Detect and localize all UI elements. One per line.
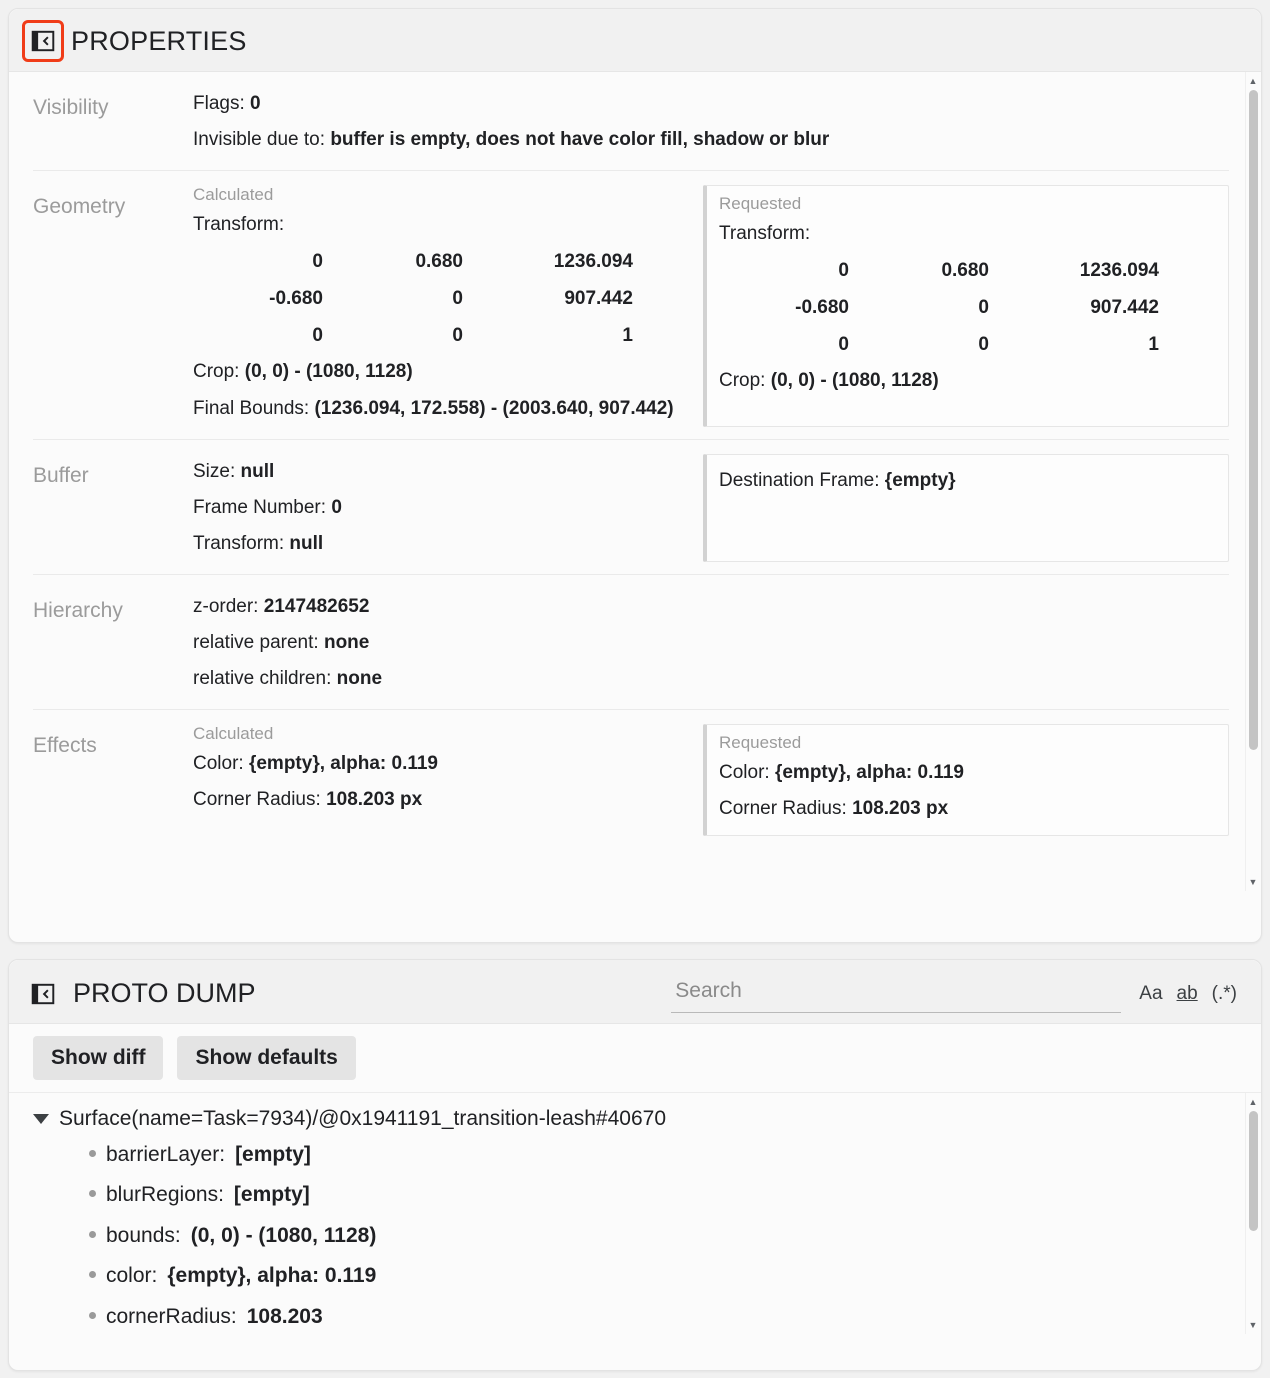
hierarchy-zorder-value: 2147482652 — [263, 595, 370, 617]
tree-item-key: bounds: — [106, 1223, 181, 1247]
tree-root-label: Surface(name=Task=7934)/@0x1941191_transition-leash#40670 — [59, 1107, 667, 1130]
matrix-cell: 0 — [312, 325, 323, 347]
hierarchy-relative-parent-key: relative parent: — [193, 631, 324, 653]
geometry-calculated-transform-label: Transform: — [193, 214, 285, 236]
matrix-cell: 1236.094 — [1079, 260, 1159, 282]
effects-requested-color-key: Color: — [719, 762, 775, 784]
scroll-down-icon[interactable]: ▼ — [1248, 1320, 1258, 1330]
geometry-calculated-label: Calculated — [193, 185, 274, 205]
matrix-cell: -0.680 — [269, 288, 323, 310]
scrollbar-thumb[interactable] — [1249, 1111, 1258, 1231]
tree-item-key: color: — [106, 1264, 158, 1288]
matrix-cell: 0 — [838, 334, 849, 356]
hierarchy-zorder-key: z-order: — [193, 595, 264, 617]
tree-root-node[interactable] — [33, 1103, 1245, 1135]
matrix-cell: 0 — [452, 288, 463, 310]
tree-item-value: [empty] — [235, 1143, 311, 1166]
visibility-reason-key: Invisible due to: — [193, 129, 331, 151]
effects-calculated-corner-radius — [193, 782, 683, 818]
bullet-icon — [89, 1150, 96, 1157]
proto-dump-toolbar — [9, 1023, 1261, 1092]
collapse-panel-icon[interactable] — [25, 976, 61, 1012]
scrollbar-thumb[interactable] — [1249, 90, 1258, 750]
property-label-hierarchy: Hierarchy — [33, 598, 123, 622]
buffer-size-key: Size: — [193, 460, 241, 482]
regex-option[interactable]: (.*) — [1211, 982, 1237, 1004]
buffer-frame-number — [193, 490, 683, 526]
matrix-cell: 0 — [978, 297, 989, 319]
page-title: PROPERTIES — [71, 25, 247, 56]
effects-requested-corner-radius — [719, 791, 1216, 827]
buffer-size — [193, 454, 683, 490]
property-row-buffer — [33, 440, 1229, 575]
matrix-cell: 0 — [452, 325, 463, 347]
effects-requested-color — [719, 755, 1216, 791]
proto-dump-header — [9, 960, 1261, 1023]
buffer-frame-number-value: 0 — [331, 496, 342, 518]
hierarchy-relative-children-key: relative children: — [193, 668, 337, 690]
tree-item-value: 108.203 — [246, 1304, 323, 1328]
geometry-requested-label: Requested — [719, 194, 802, 214]
bullet-icon — [89, 1312, 96, 1319]
geometry-final-bounds-value: (1236.094, 172.558) - (2003.640, 907.442) — [314, 397, 674, 419]
tree-item-value: [empty] — [233, 1183, 310, 1207]
scroll-up-icon[interactable]: ▲ — [1248, 1097, 1258, 1107]
visibility-flags-value: 0 — [250, 93, 261, 114]
visibility-flags — [193, 86, 1229, 122]
property-row-hierarchy — [33, 575, 1229, 710]
buffer-destination-frame-key: Destination Frame: — [719, 469, 885, 491]
effects-requested-box — [703, 724, 1229, 836]
geometry-crop-value: (0, 0) - (1080, 1128) — [244, 361, 413, 383]
list-item[interactable] — [33, 1256, 1245, 1296]
properties-panel — [8, 8, 1262, 943]
geometry-requested-box — [703, 185, 1229, 426]
geometry-calculated-matrix — [193, 243, 683, 354]
search-field-wrapper[interactable] — [671, 974, 1121, 1013]
property-row-effects — [33, 710, 1229, 848]
search-options — [1139, 983, 1237, 1005]
tree-item-value: (0, 0) - (1080, 1128) — [190, 1223, 377, 1247]
buffer-destination-frame — [719, 463, 1216, 499]
scroll-up-icon[interactable]: ▲ — [1248, 76, 1258, 86]
show-defaults-button[interactable]: Show defaults — [177, 1036, 355, 1080]
effects-corner-radius-value: 108.203 px — [326, 789, 423, 811]
property-label-buffer: Buffer — [33, 463, 89, 487]
properties-scroll-area — [9, 72, 1245, 891]
geometry-requested-crop — [719, 363, 1216, 399]
properties-scrollbar[interactable] — [1245, 72, 1259, 891]
effects-calculated-label: Calculated — [193, 724, 274, 744]
property-label-effects: Effects — [33, 734, 97, 758]
match-case-option[interactable]: Aa — [1139, 982, 1163, 1004]
geometry-final-bounds-key: Final Bounds: — [193, 397, 315, 419]
geometry-requested-crop-key: Crop: — [719, 370, 771, 392]
buffer-transform-key: Transform: — [193, 532, 290, 554]
tree-item-value: {empty}, alpha: 0.119 — [167, 1264, 377, 1288]
hierarchy-relative-parent — [193, 625, 1229, 661]
buffer-frame-number-key: Frame Number: — [193, 496, 332, 518]
geometry-requested-matrix — [719, 252, 1216, 363]
effects-requested-color-value: {empty}, alpha: 0.119 — [774, 762, 965, 784]
properties-content — [9, 71, 1261, 891]
matrix-cell: 0.680 — [941, 260, 989, 282]
buffer-transform — [193, 526, 683, 562]
matrix-cell: 0 — [978, 334, 989, 356]
list-item[interactable] — [33, 1297, 1245, 1334]
matrix-cell: 0 — [312, 251, 323, 273]
matrix-cell: 907.442 — [1090, 297, 1159, 319]
bullet-icon — [89, 1190, 96, 1197]
list-item[interactable] — [33, 1135, 1245, 1175]
geometry-crop-key: Crop: — [193, 361, 245, 383]
hierarchy-relative-children-value: none — [336, 668, 383, 690]
property-row-visibility — [33, 72, 1229, 171]
list-item[interactable] — [33, 1175, 1245, 1215]
visibility-flags-key: Flags: — [193, 93, 251, 114]
bullet-icon — [89, 1231, 96, 1238]
proto-search-area — [671, 974, 1245, 1013]
search-input[interactable] — [673, 978, 1119, 1004]
property-row-geometry — [33, 171, 1229, 439]
collapse-panel-icon[interactable] — [25, 23, 61, 59]
matrix-cell: -0.680 — [795, 297, 849, 319]
proto-tree-scroll-area — [9, 1093, 1245, 1334]
tree-item-key: blurRegions: — [106, 1183, 224, 1207]
buffer-destination-box — [703, 454, 1229, 562]
geometry-requested-transform-label: Transform: — [719, 223, 811, 245]
matrix-cell: 1236.094 — [553, 251, 633, 273]
tree-item-key: cornerRadius: — [106, 1304, 237, 1328]
hierarchy-relative-children — [193, 661, 1229, 697]
buffer-destination-frame-value: {empty} — [884, 469, 956, 491]
properties-panel-header — [9, 9, 1261, 71]
geometry-final-bounds — [193, 391, 683, 427]
hierarchy-relative-parent-value: none — [323, 631, 370, 653]
geometry-calculated-crop — [193, 354, 683, 390]
whole-word-option[interactable]: ab — [1176, 982, 1198, 1004]
effects-color-key: Color: — [193, 753, 249, 775]
visibility-reason-value: buffer is empty, does not have color fill, shadow or blur — [330, 129, 830, 151]
property-label-visibility: Visibility — [33, 96, 109, 119]
proto-dump-title: PROTO DUMP — [73, 978, 256, 1008]
chevron-down-icon[interactable] — [33, 1114, 49, 1124]
matrix-cell: 0.680 — [415, 251, 463, 273]
effects-calculated-color — [193, 746, 683, 782]
proto-dump-tree — [9, 1092, 1261, 1334]
effects-corner-radius-key: Corner Radius: — [193, 789, 327, 811]
show-diff-button[interactable]: Show diff — [33, 1036, 163, 1080]
bullet-icon — [89, 1271, 96, 1278]
tree-item-key: barrierLayer: — [106, 1143, 226, 1166]
buffer-size-value: null — [240, 460, 275, 482]
effects-color-value: {empty}, alpha: 0.119 — [248, 753, 439, 775]
matrix-cell: 1 — [622, 325, 633, 347]
scroll-down-icon[interactable]: ▼ — [1248, 877, 1258, 887]
effects-requested-corner-radius-value: 108.203 px — [852, 798, 949, 820]
effects-requested-label: Requested — [719, 733, 802, 753]
proto-dump-panel — [8, 959, 1262, 1371]
buffer-transform-value: null — [289, 532, 324, 554]
list-item[interactable] — [33, 1216, 1245, 1256]
geometry-requested-crop-value: (0, 0) - (1080, 1128) — [770, 370, 939, 392]
hierarchy-zorder — [193, 589, 1229, 625]
matrix-cell: 0 — [838, 260, 849, 282]
effects-requested-corner-radius-key: Corner Radius: — [719, 798, 853, 820]
matrix-cell: 1 — [1148, 334, 1159, 356]
property-label-geometry: Geometry — [33, 195, 126, 219]
proto-tree-scrollbar[interactable] — [1245, 1093, 1259, 1334]
matrix-cell: 907.442 — [564, 288, 633, 310]
visibility-reason — [193, 122, 1229, 158]
